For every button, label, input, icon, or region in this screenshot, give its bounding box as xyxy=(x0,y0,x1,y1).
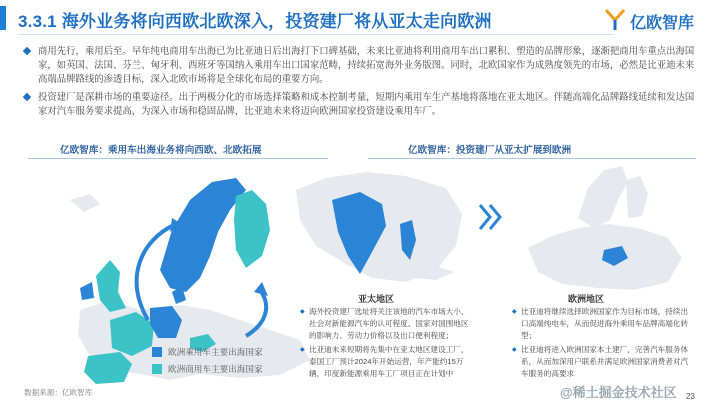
legend-item-commercial xyxy=(152,363,263,375)
data-source-note: 数据来源：亿欧智库 xyxy=(24,388,93,397)
asia-pacific-map xyxy=(286,160,466,290)
title-accent-bar xyxy=(0,6,6,30)
bullet-text: 投资建厂是深耕市场的重要途径。出于两极分化的市场选择策略和成本控制考量，短期内乘用车生产基地将落地在亚太地区。伴随高端化品牌路线延续和发达国家对汽车服务要求提高，为深入市场和稳固品牌，比亚迪未来将迈向欧洲国家投资建设乘用车厂。 xyxy=(38,91,695,116)
bullet-text: 商用先行，乘用后至。早年纯电商用车出海已为比亚迪日后出海打下口碑基础，未来比亚迪将利用商用车出口累积、塑造的品牌形象，逐渐把商用车重点出海国家，如英国、法国、芬兰、匈牙利、西班牙等国纳入乘用车出口国家范畴，持续拓宽海外业务版图。同时，北欧国家作为成熟度领先的市场，必然是比亚迪未来高端品牌路线的渗透目标，深入北欧市场将是全球化布局的重要方向。 xyxy=(38,45,695,84)
finland-right xyxy=(626,176,648,218)
diamond-bullet-icon xyxy=(23,47,31,55)
diamond-bullet-icon xyxy=(23,93,31,101)
europe-region-list xyxy=(512,306,692,382)
apac-list-item: ◆ 海外投资建厂选址将关注该地的汽车市场大小、社会对新能源汽车的认可程度、国家对国围地区的影响力、劳动力价格以及出口便利程度； xyxy=(300,306,472,342)
apac-region-title: 亚太地区 xyxy=(358,294,395,304)
map-legend xyxy=(152,346,263,380)
transition-arrows xyxy=(478,202,506,237)
logo-mark-icon xyxy=(604,8,626,32)
iceland-region xyxy=(70,194,100,212)
apac-region-list xyxy=(300,306,472,382)
legend-label: 欧洲乘用车主要出海国家 xyxy=(168,347,263,357)
title-divider xyxy=(18,34,614,35)
legend-swatch xyxy=(152,347,162,357)
legend-item-passenger xyxy=(152,346,263,358)
bullet-item xyxy=(24,90,700,118)
watermark-text: @稀土掘金技术社区 xyxy=(560,385,677,400)
brand-logo xyxy=(604,6,714,34)
logo-text: 亿欧智库 xyxy=(630,15,695,32)
page-number: 23 xyxy=(686,392,695,401)
bullet-list xyxy=(24,44,700,122)
bullet-item xyxy=(24,44,700,86)
apac-list-item: ◆ 比亚迪未来短期将先集中在亚太地区建设工厂，泰国工厂预计2024年开始运营，年产能约15万辆，印度新能源乘用车工厂项目正在计划中 xyxy=(300,344,472,380)
double-chevron-right-icon xyxy=(478,202,506,232)
scandinavia-region xyxy=(160,178,246,292)
europe-factory-map xyxy=(518,158,688,298)
europe-list-item: ◆ 比亚迪将继续选择欧洲国家作为目标市场，持续出口高端纯电车，从而促进海外乘用车品牌高端化转型； xyxy=(512,306,692,342)
legend-label: 欧洲商用车主要出海国家 xyxy=(168,364,263,374)
legend-swatch xyxy=(152,364,162,374)
ireland-region xyxy=(80,282,94,300)
title-bar xyxy=(0,0,720,38)
finland-region xyxy=(234,190,270,268)
right-panel-caption: 亿欧智库：投资建厂从亚太扩展到欧洲 xyxy=(408,145,572,156)
left-panel-caption: 亿欧智库：乘用车出海业务将向西欧、北欧拓展 xyxy=(60,145,262,156)
europe-region-title: 欧洲地区 xyxy=(568,294,605,304)
europe-list-item: ◆ 比亚迪将进入欧洲国家本土建厂，完善汽车服务体系，从而加深用户联系并满足欧洲国家消费者对汽车服务的高要求 xyxy=(512,344,692,380)
scandinavia-right xyxy=(578,166,628,228)
left-caption-divider xyxy=(28,158,328,159)
page-title: 3.3.1 海外业务将向西欧北欧深入，投资建厂将从亚太走向欧洲 xyxy=(18,12,492,31)
